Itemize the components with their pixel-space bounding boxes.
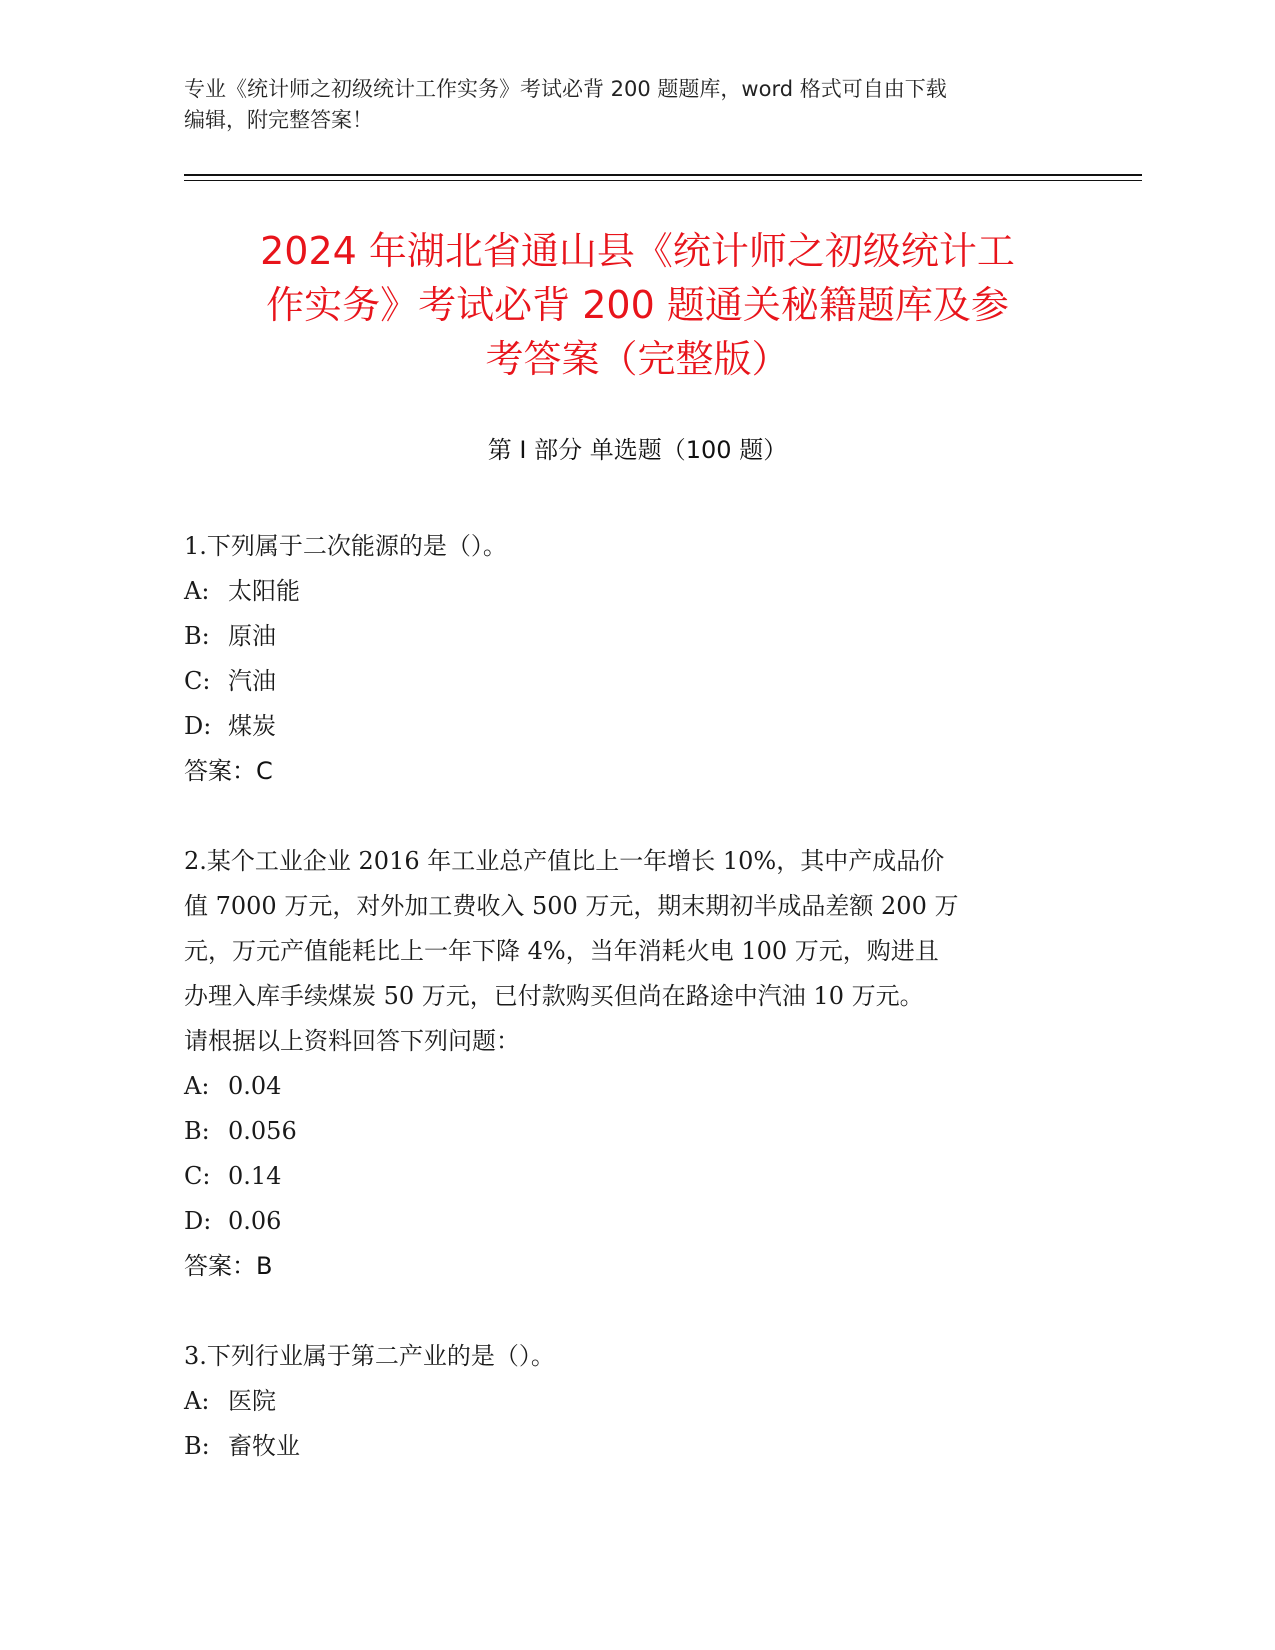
option-text: 汽油 [228,667,276,695]
header-rule-thin [184,180,1142,181]
option-d [184,704,1064,749]
option-c [184,659,1064,704]
option-letter: B: [184,1117,210,1145]
option-letter: C: [184,1162,211,1190]
question-stem-line: 3.下列行业属于第二产业的是（）。 [184,1342,555,1370]
option-letter: B: [184,1432,210,1460]
option-text: 0.04 [228,1072,282,1100]
question-stem-line: 办理入库手续煤炭 50 万元，已付款购买但尚在路途中汽油 10 万元。 [184,982,924,1010]
question-stem [184,524,1064,569]
option-a [184,1379,1064,1424]
option-letter: D: [184,712,212,740]
question-stem-line: 请根据以上资料回答下列问题： [184,1027,520,1055]
answer-line: 答案：B [184,1252,273,1280]
option-text: 太阳能 [228,577,300,605]
question-spacer [184,794,1064,839]
option-text: 煤炭 [228,712,276,740]
header-note [184,74,1064,136]
option-b [184,614,1064,659]
header-note-line-2: 编辑，附完整答案！ [184,108,373,132]
option-a [184,1064,1064,1109]
question-list [184,524,1064,1469]
document-title [150,224,1125,386]
question-spacer [184,1289,1064,1334]
question-1 [184,524,1064,794]
question-stem [184,1334,1064,1379]
option-text: 原油 [228,622,276,650]
option-text: 医院 [228,1387,276,1415]
option-text: 0.06 [228,1207,282,1235]
answer-line: 答案：C [184,757,273,785]
question-2 [184,839,1064,1289]
option-letter: A: [184,577,210,605]
question-stem-line: 2.某个工业企业 2016 年工业总产值比上一年增长 10%，其中产成品价 [184,847,945,875]
document-title-line-1: 2024 年湖北省通山县《统计师之初级统计工 [260,229,1015,273]
option-letter: A: [184,1387,210,1415]
header-rule-thick [184,174,1142,176]
question-stem-line: 元，万元产值能耗比上一年下降 4%，当年消耗火电 100 万元，购进且 [184,937,939,965]
option-d [184,1199,1064,1244]
option-b [184,1424,1064,1469]
question-3 [184,1334,1064,1469]
option-text: 0.14 [228,1162,282,1190]
question-stem-line: 值 7000 万元，对外加工费收入 500 万元，期末期初半成品差额 200 万 [184,892,959,920]
option-letter: A: [184,1072,210,1100]
option-text: 畜牧业 [228,1432,300,1460]
option-a [184,569,1064,614]
header-note-line-1: 专业《统计师之初级统计工作实务》考试必背 200 题题库，word 格式可自由下载 [184,77,947,101]
question-stem-line: 1.下列属于二次能源的是（）。 [184,532,507,560]
option-letter: C: [184,667,211,695]
document-title-line-2: 作实务》考试必背 200 题通关秘籍题库及参 [266,283,1009,327]
option-letter: D: [184,1207,212,1235]
option-text: 0.056 [228,1117,297,1145]
option-letter: B: [184,622,210,650]
question-stem [184,839,1064,1064]
document-title-line-3: 考答案（完整版） [485,337,790,381]
option-c [184,1154,1064,1199]
option-b [184,1109,1064,1154]
section-heading: 第 I 部分 单选题（100 题） [487,436,788,464]
